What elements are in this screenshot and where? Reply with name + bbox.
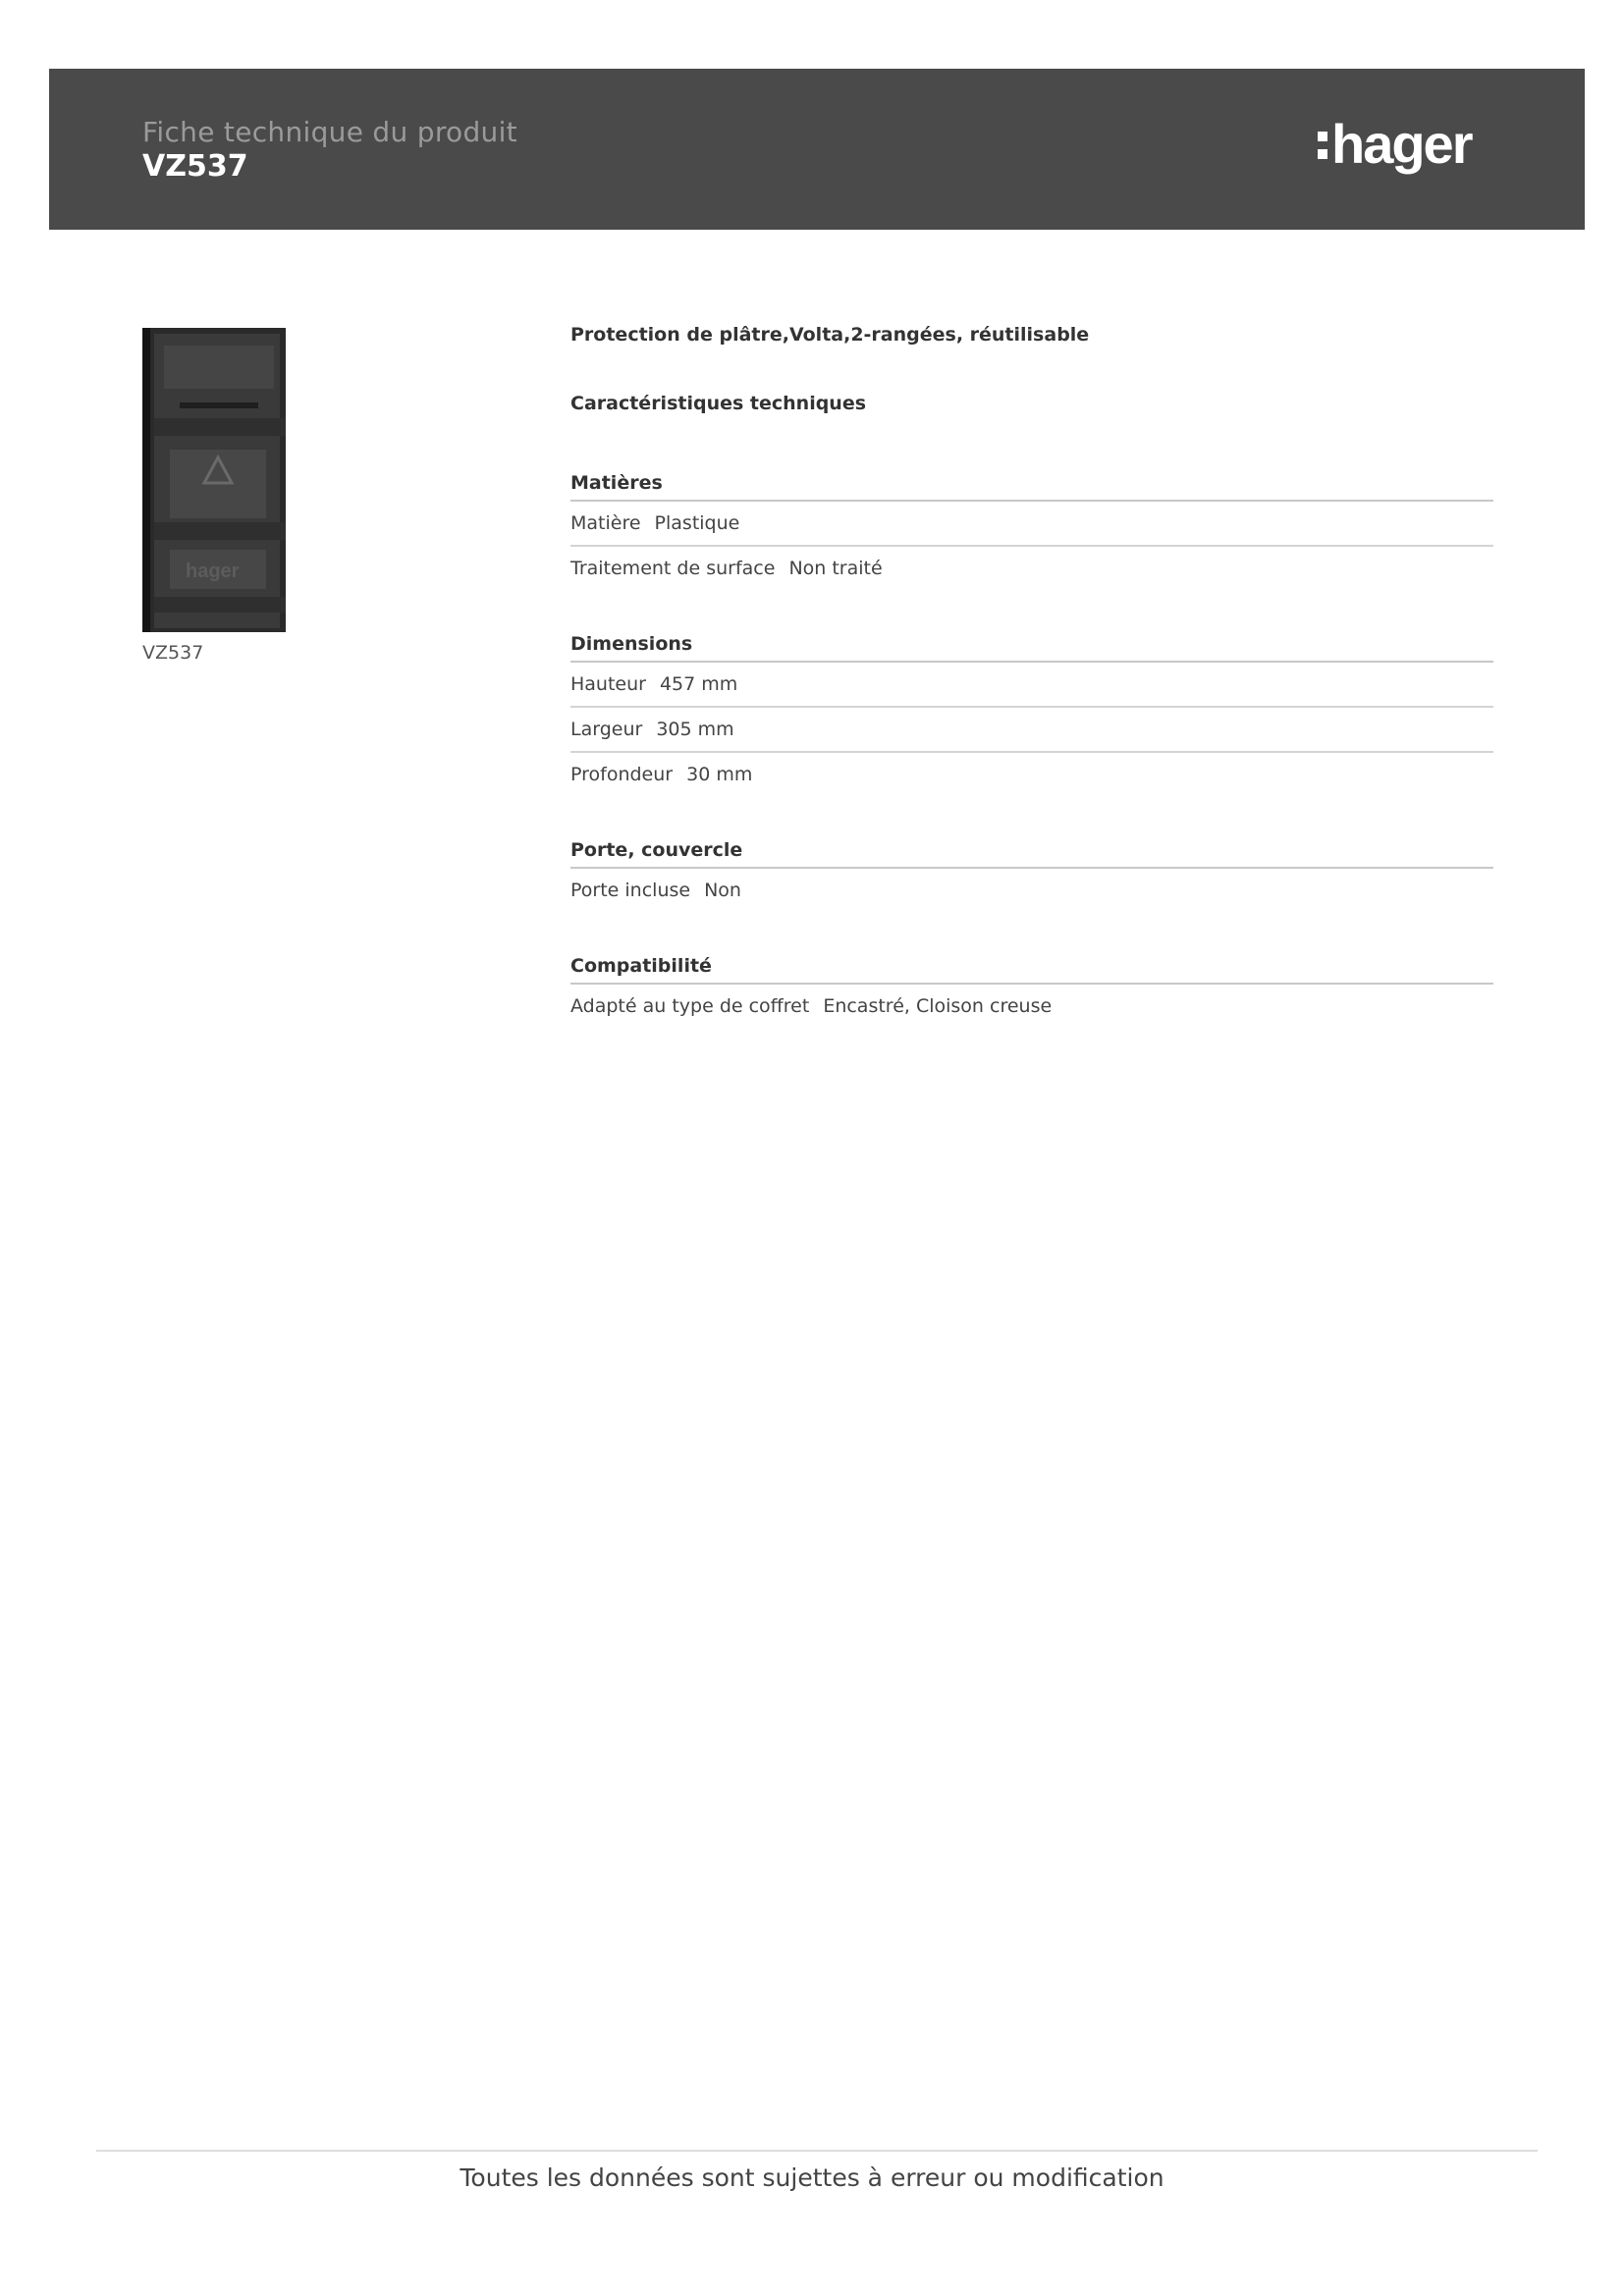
spec-row — [570, 708, 1493, 753]
section-title: Dimensions — [570, 627, 1493, 663]
spec-value: 305 mm — [656, 719, 734, 740]
spec-label: Traitement de surface — [570, 558, 776, 579]
spec-label: Largeur — [570, 719, 643, 740]
spec-label: Hauteur — [570, 673, 646, 695]
section-title: Porte, couvercle — [570, 833, 1493, 869]
section-title: Matières — [570, 466, 1493, 502]
spec-row — [570, 547, 1493, 590]
section-compatibilite — [570, 949, 1493, 1028]
spec-row — [570, 663, 1493, 708]
section-title: Compatibilité — [570, 949, 1493, 985]
header-subtitle: Fiche technique du produit — [142, 116, 517, 148]
spec-value: Non traité — [788, 558, 883, 579]
spec-label: Matière — [570, 512, 641, 534]
spec-row — [570, 985, 1493, 1028]
footer-disclaimer: Toutes les données sont sujettes à erreur ou modification — [460, 2163, 1164, 2192]
spec-row — [570, 502, 1493, 547]
product-description: Protection de plâtre,Volta,2-rangées, réutilisable — [570, 324, 1090, 346]
section-dimensions — [570, 627, 1493, 796]
spec-value: 457 mm — [659, 673, 738, 695]
svg-text:hager: hager — [186, 561, 240, 582]
product-image-caption: VZ537 — [142, 642, 204, 664]
spec-value: 30 mm — [686, 764, 753, 785]
spec-label: Porte incluse — [570, 880, 691, 901]
section-matieres — [570, 466, 1493, 590]
spec-label: Profondeur — [570, 764, 674, 785]
section-porte-couvercle — [570, 833, 1493, 912]
spec-value: Encastré, Cloison creuse — [823, 995, 1053, 1017]
spec-value: Non — [704, 880, 741, 901]
product-code-title: VZ537 — [142, 149, 248, 184]
spec-value: Plastique — [654, 512, 740, 534]
specs-heading: Caractéristiques techniques — [570, 393, 867, 414]
spec-row — [570, 869, 1493, 912]
spec-row — [570, 753, 1493, 796]
spec-label: Adapté au type de coffret — [570, 995, 810, 1017]
footer-divider — [96, 2150, 1538, 2152]
svg-text:hager: hager — [1331, 113, 1472, 175]
page-header — [49, 69, 1585, 230]
product-image — [140, 320, 288, 634]
hager-logo — [1314, 110, 1510, 181]
